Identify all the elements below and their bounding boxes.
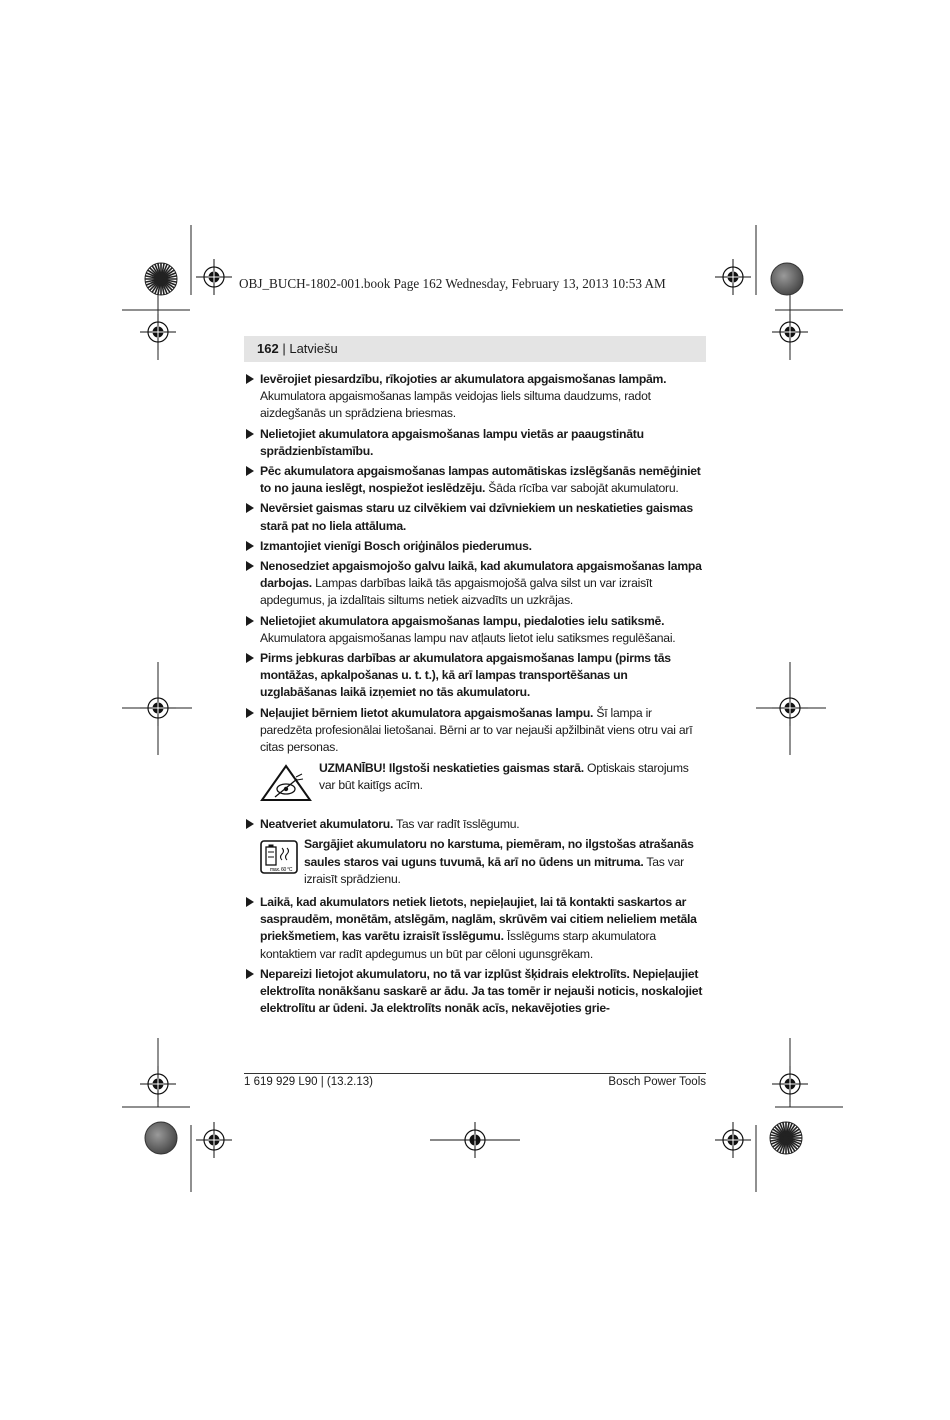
safety-item-bold: Ievērojiet piesardzību, rīkojoties ar akumulatora apgaismošanas lampām. bbox=[260, 372, 667, 386]
safety-item bbox=[244, 613, 706, 647]
heat-icon-label: max. 60 °C bbox=[270, 867, 293, 874]
bullet-arrow-icon bbox=[246, 616, 254, 626]
page-number: 162 bbox=[257, 341, 279, 356]
bullet-arrow-icon bbox=[246, 708, 254, 718]
bullet-arrow-icon bbox=[246, 897, 254, 907]
caution-bold: UZMANĪBU! Ilgstoši neskatieties gaismas starā. bbox=[319, 761, 584, 776]
safety-item-bold: Pirms jebkuras darbības ar akumulatora apgaismošanas lampu (pirms tās montāžas, apkalpošanas u. t. t.), kā arī lampas transportēšanas un uzglabāšanas laikā izņemiet no tās akumulatoru. bbox=[260, 651, 671, 700]
safety-item bbox=[244, 558, 706, 610]
bullet-arrow-icon bbox=[246, 429, 254, 439]
safety-item-text: Akumulatora apgaismošanas lampu nav atļauts lietot ielu satiksmes regulēšanai. bbox=[260, 630, 676, 645]
bullet-arrow-icon bbox=[246, 969, 254, 979]
bullet-arrow-icon bbox=[246, 503, 254, 513]
heat-note bbox=[244, 836, 706, 888]
safety-item-bold: Neatveriet akumulatoru. bbox=[260, 817, 394, 832]
bullet-arrow-icon bbox=[246, 374, 254, 384]
safety-item bbox=[244, 966, 706, 1018]
safety-item-text: Šāda rīcība var sabojāt akumulatoru. bbox=[485, 481, 679, 496]
header-separator: | bbox=[282, 341, 286, 356]
header-language: Latviešu bbox=[289, 341, 338, 356]
page-content bbox=[244, 371, 706, 1021]
bullet-arrow-icon bbox=[246, 561, 254, 571]
eye-warning-icon bbox=[260, 764, 312, 802]
safety-item bbox=[244, 500, 706, 534]
safety-list-3 bbox=[244, 894, 706, 1017]
safety-item-text: Akumulatora apgaismošanas lampās veidojas liels siltuma daudzums, radot aizdegšanās un sprādziena briesmas. bbox=[260, 389, 651, 421]
safety-item-bold: Nevērsiet gaismas staru uz cilvēkiem vai dzīvniekiem un neskatieties gaismas starā pat no liela attāluma. bbox=[260, 501, 693, 533]
safety-item-text: Īsslēgums starp akumulatora kontaktiem var radīt apdegumus un būt par cēloni ugunsgrēkam. bbox=[260, 929, 656, 961]
safety-item bbox=[244, 650, 706, 702]
safety-item bbox=[244, 705, 706, 757]
heat-bold: Sargājiet akumulatoru no karstuma, piemēram, no ilgstošas atrašanās saules staros vai uguns tuvumā, kā arī no ūdens un mitruma. bbox=[304, 837, 694, 869]
safety-item bbox=[244, 538, 706, 555]
safety-item-bold: Izmantojiet vienīgi Bosch oriģinālos piederumus. bbox=[260, 538, 532, 553]
safety-item bbox=[244, 426, 706, 460]
footer-rule bbox=[244, 1073, 706, 1074]
safety-item-text: Tas var radīt īsslēgumu. bbox=[393, 817, 520, 832]
bullet-arrow-icon bbox=[246, 819, 254, 829]
footer-brand: Bosch Power Tools bbox=[608, 1076, 706, 1088]
safety-item-bold: Laikā, kad akumulators netiek lietots, nepieļaujiet, lai tā kontakti saskartos ar saspraudēm, monētām, atslēgām, naglām, skrūvēm vai citiem nelieliem metāla priekšmetiem, kas varētu izraisīt īsslēgumu. bbox=[260, 895, 697, 944]
footer-doc-number: 1 619 929 L90 | (13.2.13) bbox=[244, 1076, 373, 1088]
bullet-arrow-icon bbox=[246, 541, 254, 551]
book-slug-line: OBJ_BUCH-1802-001.book Page 162 Wednesday, February 13, 2013 10:53 AM bbox=[239, 276, 666, 291]
page-header bbox=[257, 341, 338, 356]
safety-item-bold: Nenosedziet apgaismojošo galvu laikā, kad akumulatora apgaismošanas lampa darbojas. bbox=[260, 559, 702, 591]
safety-list bbox=[244, 371, 706, 756]
battery-heat-icon bbox=[260, 840, 298, 874]
heat-text: Tas var izraisīt sprādzienu. bbox=[304, 854, 684, 886]
safety-item-bold: Nelietojiet akumulatora apgaismošanas lampu vietās ar paaugstinātu sprādzienbīstamību. bbox=[260, 426, 644, 458]
safety-item bbox=[244, 463, 706, 497]
bullet-arrow-icon bbox=[246, 466, 254, 476]
safety-item-text: Lampas darbības laikā tās apgaismojošā galva silst un var izraisīt apdegumus, ja izdalītais siltums netiek aizvadīts un uzkrājas. bbox=[260, 576, 653, 608]
safety-item-bold: Nepareizi lietojot akumulatoru, no tā var izplūst šķidrais elektrolīts. Nepieļaujiet elektrolīta nonākšanu saskarē ar ādu. Ja tas tomēr ir nejauši noticis, noskalojiet elektrolītu ar ūdeni. Ja elektrolīts nonāk acīs, nekavējoties grie- bbox=[260, 966, 703, 1016]
safety-item-bold: Neļaujiet bērniem lietot akumulatora apgaismošanas lampu. bbox=[260, 705, 594, 720]
safety-item bbox=[244, 816, 706, 833]
safety-list-2 bbox=[244, 816, 706, 833]
caution-text: Optiskais starojums var būt kaitīgs acīm. bbox=[319, 761, 689, 793]
safety-item bbox=[244, 371, 706, 423]
safety-item-bold: Nelietojiet akumulatora apgaismošanas lampu, piedaloties ielu satiksmē. bbox=[260, 613, 665, 628]
bullet-arrow-icon bbox=[246, 653, 254, 663]
safety-item-bold: Pēc akumulatora apgaismošanas lampas automātiskas izslēgšanās nemēģiniet to no jauna ieslēgt, nospiežot ieslēdzēju. bbox=[260, 464, 701, 496]
safety-item bbox=[244, 894, 706, 963]
caution-note bbox=[244, 760, 706, 808]
safety-item-text: Šī lampa ir paredzēta profesionālai lietošanai. Bērni ar to var nejauši apžilbināt viens otru vai arī citas personas. bbox=[260, 705, 693, 755]
